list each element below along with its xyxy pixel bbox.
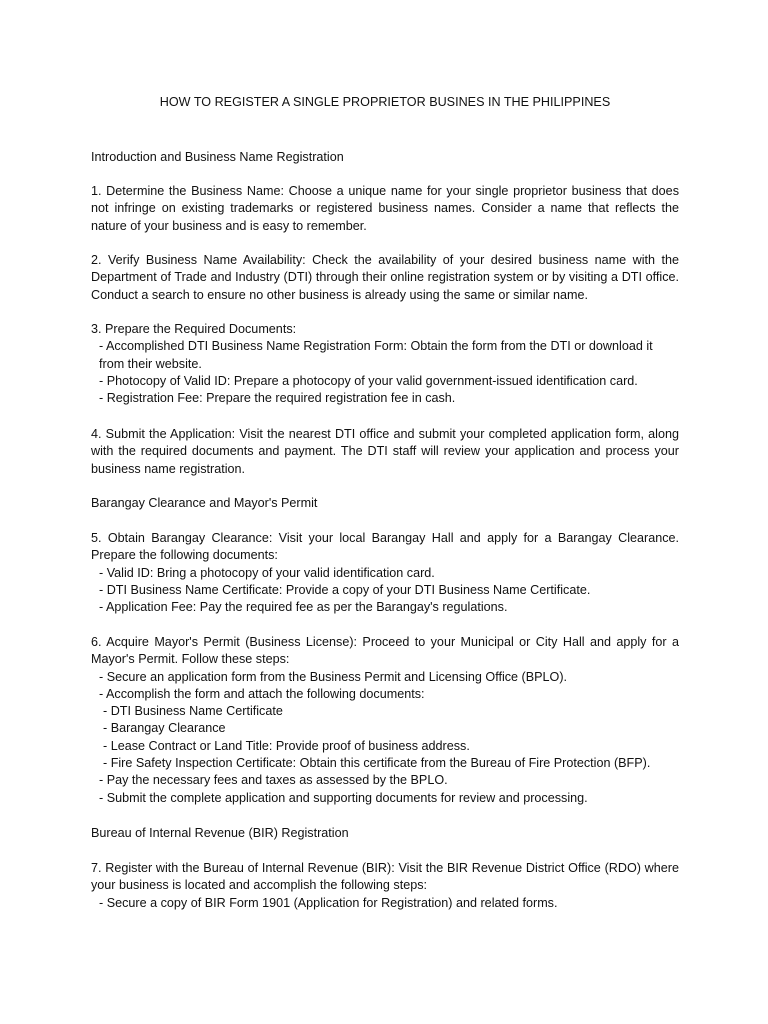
step-5-item-3: - Application Fee: Pay the required fee as per the Barangay's regulations.: [99, 600, 508, 615]
step-5-item-2: - DTI Business Name Certificate: Provide a copy of your DTI Business Name Certificate.: [99, 582, 591, 597]
section-heading-intro: Introduction and Business Name Registration: [91, 150, 344, 164]
step-6-item-1: - Secure an application form from the Business Permit and Licensing Office (BPLO).: [99, 669, 568, 684]
step-3-block: [91, 321, 679, 407]
step-6-item-2: - Accomplish the form and attach the following documents:: [99, 686, 425, 701]
step-3-lead: 3. Prepare the Required Documents:: [91, 322, 297, 336]
step-6-block: [91, 634, 679, 807]
step-7-item-1: - Secure a copy of BIR Form 1901 (Application for Registration) and related forms.: [99, 895, 558, 910]
step-6-sub-4: - Fire Safety Inspection Certificate: Obtain this certificate from the Bureau of Fire Protection (BFP).: [103, 756, 651, 771]
step-2-paragraph: 2. Verify Business Name Availability: Check the availability of your desired business name with the Department of Trade and Industry (DTI) through their online registration system or by visiting a DTI office. Conduct a search to ensure no other business is already using the same or similar name.: [91, 253, 679, 302]
step-5-lead: 5. Obtain Barangay Clearance: Visit your local Barangay Hall and apply for a Barangay Clearance. Prepare the following documents:: [91, 531, 679, 563]
step-6-item-4: - Submit the complete application and supporting documents for review and processing.: [99, 790, 588, 805]
step-4-paragraph: 4. Submit the Application: Visit the nearest DTI office and submit your completed application form, along with the required documents and payment. The DTI staff will review your application and process your business name registration.: [91, 427, 679, 476]
step-3-item-3: - Registration Fee: Prepare the required registration fee in cash.: [99, 391, 456, 406]
step-6-sub-2: - Barangay Clearance: [103, 721, 226, 736]
step-5-block: [91, 530, 679, 616]
step-6-sub-1: - DTI Business Name Certificate: [103, 704, 283, 719]
step-3-item-2: - Photocopy of Valid ID: Prepare a photocopy of your valid government-issued identification card.: [99, 373, 638, 388]
step-7-block: [91, 860, 679, 912]
section-heading-barangay: Barangay Clearance and Mayor's Permit: [91, 496, 318, 510]
step-3-item-1: - Accomplished DTI Business Name Registration Form: Obtain the form from the DTI or download it from their website.: [99, 339, 653, 371]
section-heading-bir: Bureau of Internal Revenue (BIR) Registration: [91, 826, 349, 840]
step-5-item-1: - Valid ID: Bring a photocopy of your valid identification card.: [99, 565, 435, 580]
document-title: HOW TO REGISTER A SINGLE PROPRIETOR BUSINES IN THE PHILIPPINES: [159, 95, 611, 109]
step-6-item-3: - Pay the necessary fees and taxes as assessed by the BPLO.: [99, 773, 448, 788]
step-6-lead: 6. Acquire Mayor's Permit (Business License): Proceed to your Municipal or City Hall and apply for a Mayor's Permit. Follow these steps:: [91, 635, 679, 667]
step-7-lead: 7. Register with the Bureau of Internal Revenue (BIR): Visit the BIR Revenue District Office (RDO) where your business is located and accomplish the following steps:: [91, 861, 679, 893]
step-1-paragraph: 1. Determine the Business Name: Choose a unique name for your single proprietor business that does not infringe on existing trademarks or registered business names. Consider a name that reflects the nature of your business and is easy to remember.: [91, 184, 679, 233]
step-6-sub-3: - Lease Contract or Land Title: Provide proof of business address.: [103, 738, 470, 753]
